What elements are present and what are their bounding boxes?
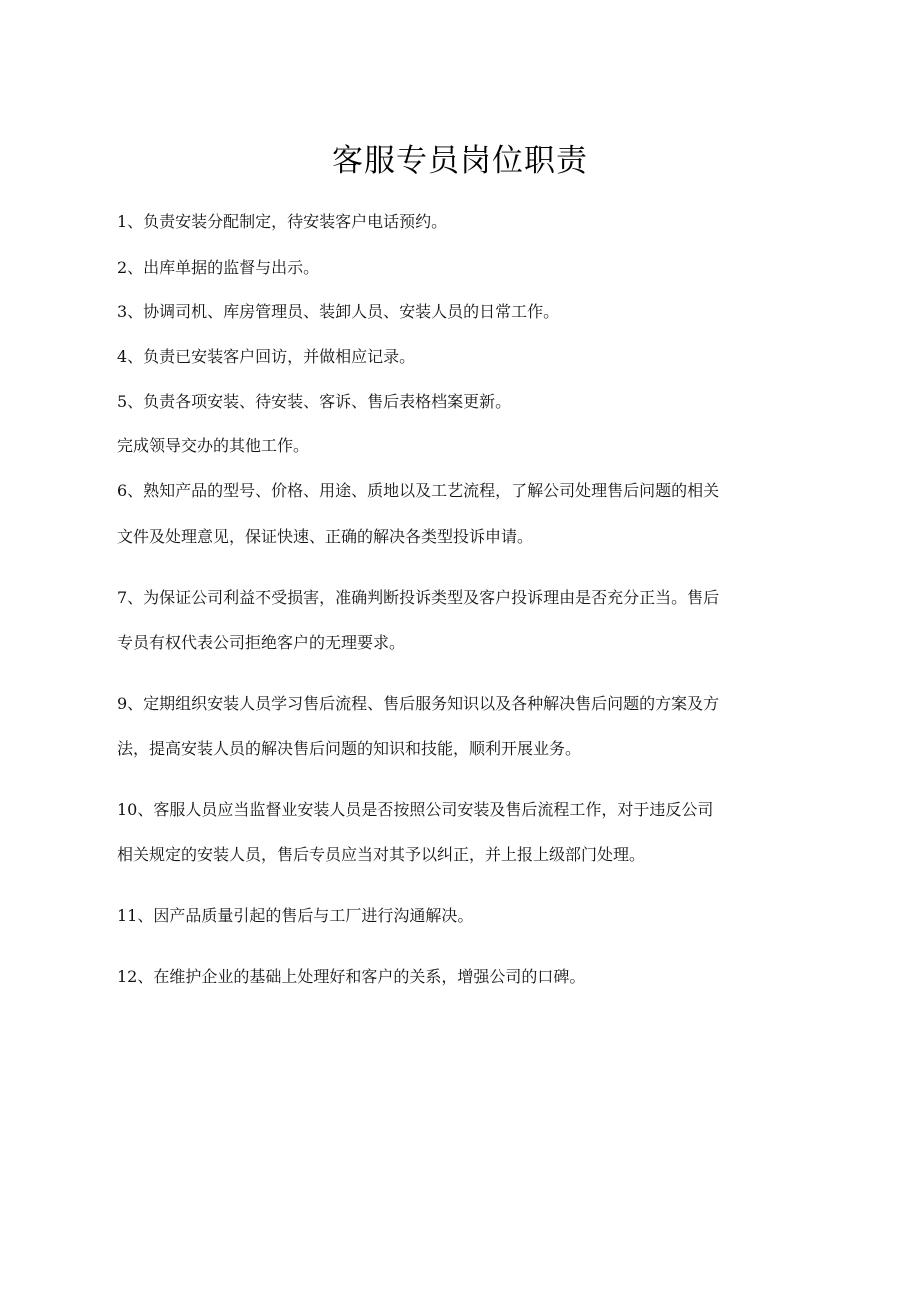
duty-line-2: 2、出库单据的监督与出示。 — [117, 258, 320, 277]
duty-line-6a: 6、熟知产品的型号、价格、用途、质地以及工艺流程，了解公司处理售后问题的相关 — [117, 481, 720, 500]
duty-line-7a: 7、为保证公司利益不受损害，准确判断投诉类型及客户投诉理由是否充分正当。售后 — [117, 588, 720, 607]
duty-line-extra: 完成领导交办的其他工作。 — [117, 436, 310, 455]
duty-line-10a: 10、客服人员应当监督业安装人员是否按照公司安装及售后流程工作，对于违反公司 — [117, 800, 714, 819]
duty-line-9b: 法，提高安装人员的解决售后问题的知识和技能，顺利开展业务。 — [117, 739, 582, 758]
duty-line-5: 5、负责各项安装、待安装、客诉、售后表格档案更新。 — [117, 392, 512, 411]
duty-line-3: 3、协调司机、库房管理员、装卸人员、安装人员的日常工作。 — [117, 302, 560, 321]
duty-line-9a: 9、定期组织安装人员学习售后流程、售后服务知识以及各种解决售后问题的方案及方 — [117, 694, 720, 713]
duty-line-4: 4、负责已安装客户回访，并做相应记录。 — [117, 347, 416, 366]
duty-line-7b: 专员有权代表公司拒绝客户的无理要求。 — [117, 633, 406, 652]
page-title: 客服专员岗位职责 — [332, 143, 588, 179]
duty-line-10b: 相关规定的安装人员，售后专员应当对其予以纠正，并上报上级部门处理。 — [117, 845, 646, 864]
duty-line-12: 12、在维护企业的基础上处理好和客户的关系，增强公司的口碑。 — [117, 967, 586, 986]
duty-line-11: 11、因产品质量引起的售后与工厂进行沟通解决。 — [117, 906, 474, 925]
duty-line-1: 1、负责安装分配制定，待安装客户电话预约。 — [117, 212, 448, 231]
duty-line-6b: 文件及处理意见，保证快速、正确的解决各类型投诉申请。 — [117, 527, 534, 546]
